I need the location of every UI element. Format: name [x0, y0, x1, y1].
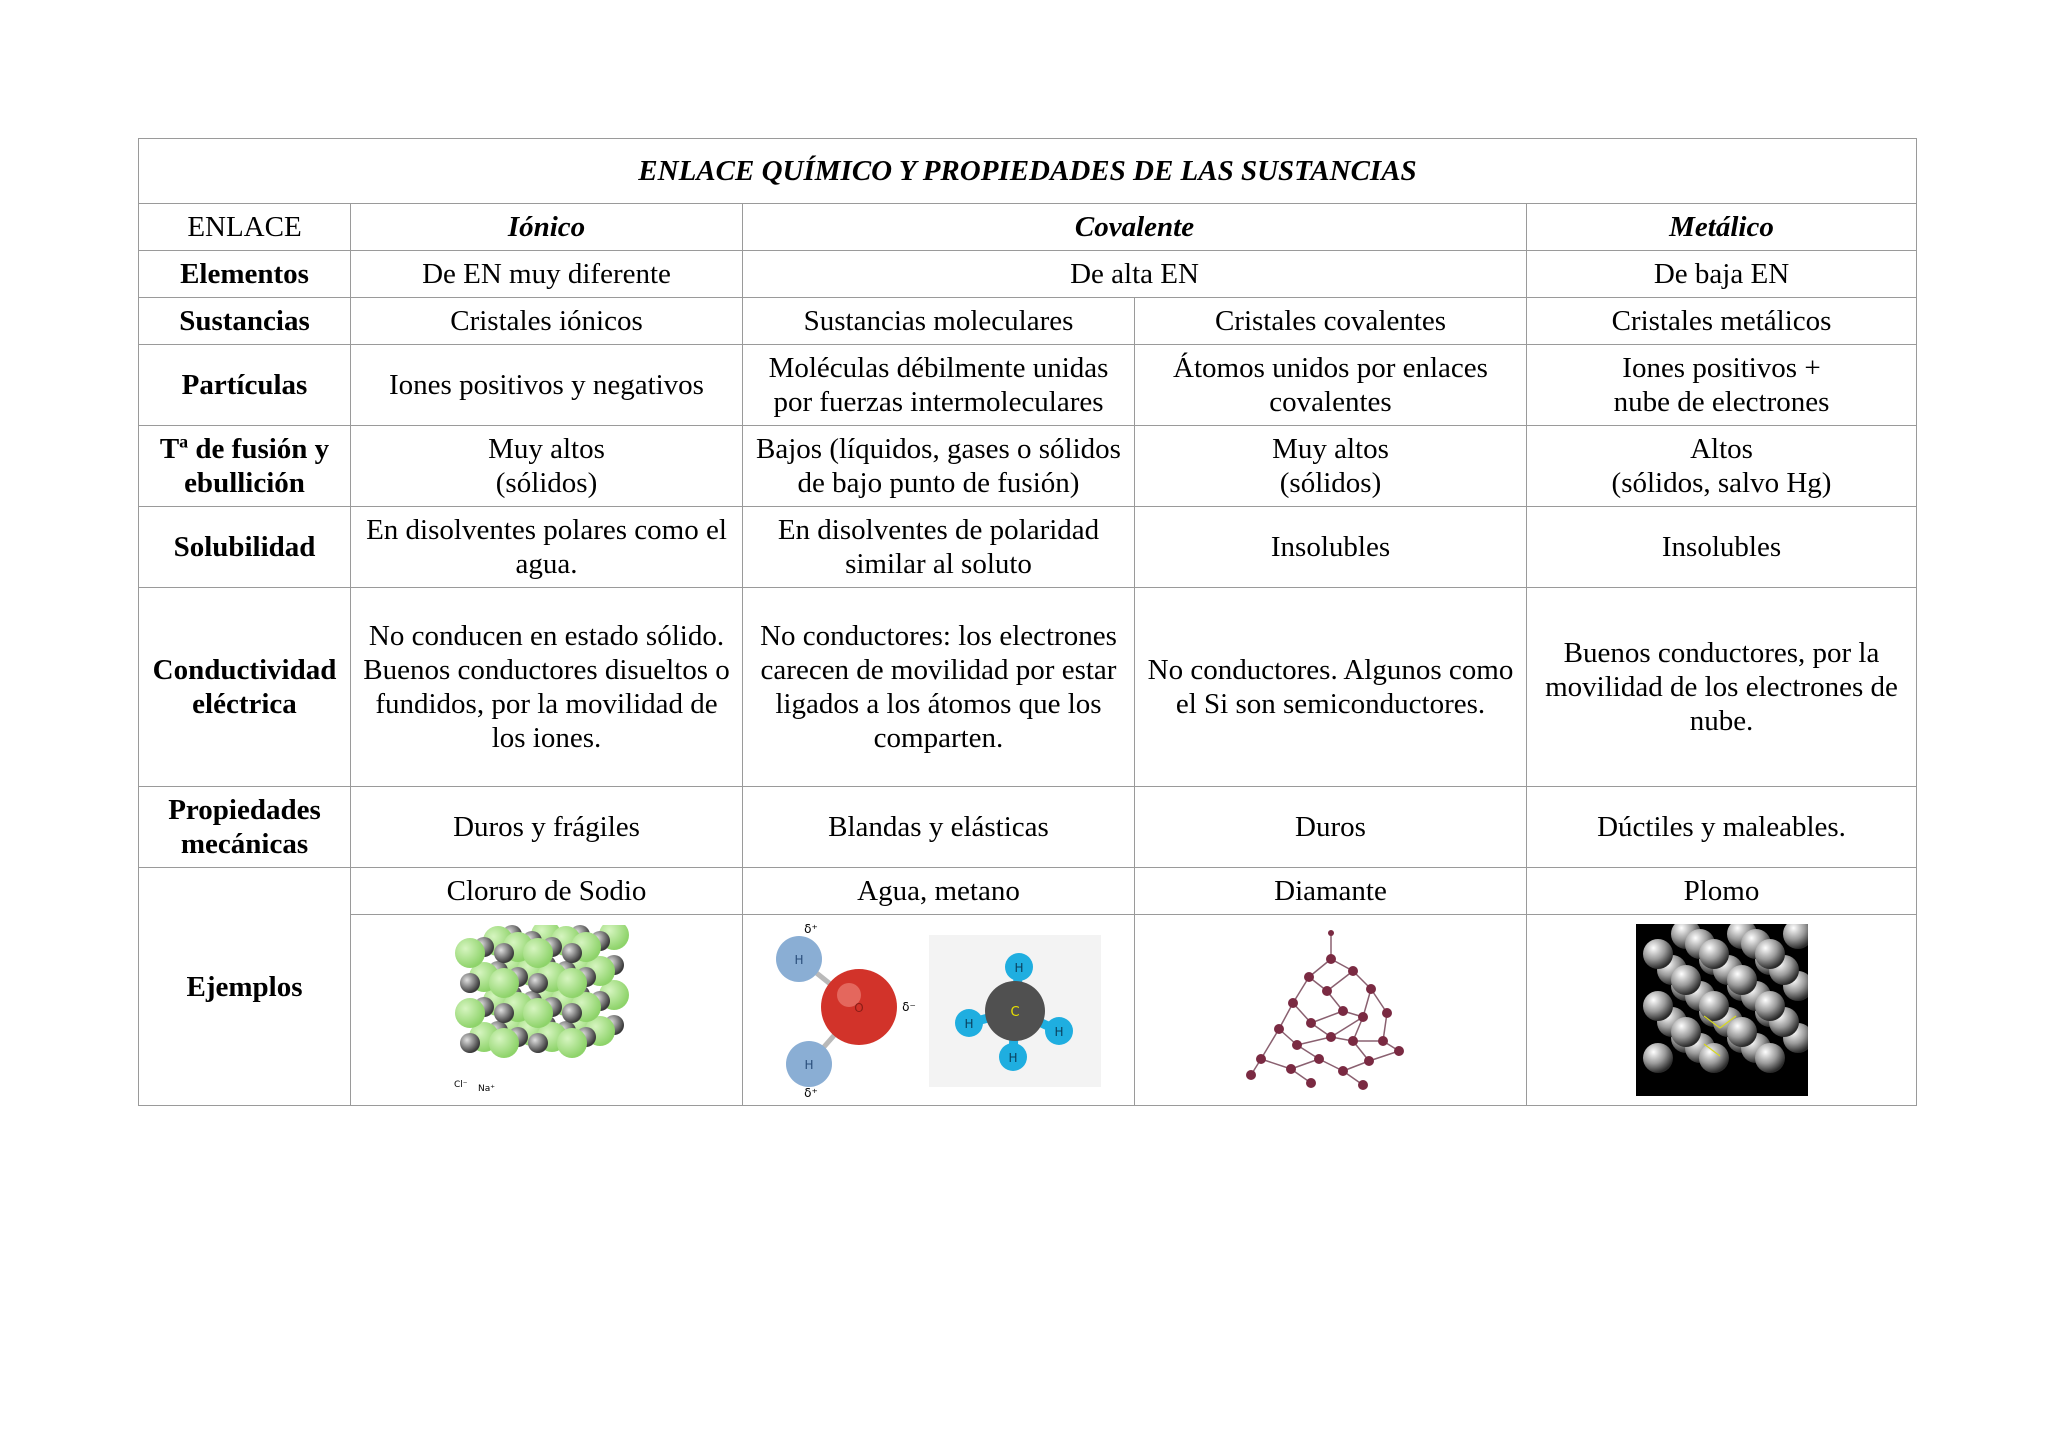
lead-atom: [1699, 1043, 1729, 1073]
cell-solubilidad-molecular: En disolventes de polaridad similar al soluto: [743, 507, 1135, 588]
carbon-atom: [1378, 1036, 1388, 1046]
cell-image-diamond: [1135, 915, 1527, 1106]
sodium-atom: [494, 1003, 514, 1023]
label-part: T: [159, 433, 180, 465]
carbon-atom: [1338, 1006, 1348, 1016]
lead-atom: [1643, 1043, 1673, 1073]
row-label-fusion: [139, 426, 351, 507]
cell-line: (sólidos): [1279, 467, 1382, 499]
diamond-bond: [1261, 1029, 1279, 1059]
lead-atom: [1671, 965, 1701, 995]
cell-particulas-metalico: [1527, 345, 1917, 426]
chlorine-atom: [455, 998, 485, 1028]
row-label-particulas: Partículas: [139, 345, 351, 426]
cell-mecanicas-cov-cristal: Duros: [1135, 787, 1527, 868]
row-label-solubilidad: Solubilidad: [139, 507, 351, 588]
methane-h-label: H: [1013, 961, 1024, 975]
cell-particulas-cov-cristal: [1135, 345, 1527, 426]
chlorine-atom: [489, 1028, 519, 1058]
cell-conductividad-molecular: No conductores: los electrones carecen de movilidad por estar ligados a los átomos que los comparten.: [743, 588, 1135, 787]
carbon-atom: [1358, 1080, 1368, 1090]
cell-line: por fuerzas intermoleculares: [773, 386, 1104, 418]
chlorine-atom: [489, 968, 519, 998]
cell-ejemplos-molecular: Agua, metano: [743, 868, 1135, 915]
carbon-atom: [1304, 972, 1314, 982]
carbon-atom: [1256, 1054, 1266, 1064]
cell-conductividad-metalico: Buenos conductores, por la movilidad de los electrones de nube.: [1527, 588, 1917, 787]
carbon-atom: [1394, 1046, 1404, 1056]
nacl-crystal-icon: [442, 925, 652, 1095]
cell-mecanicas-molecular: Blandas y elásticas: [743, 787, 1135, 868]
diamond-lattice-icon: [1231, 919, 1431, 1101]
water-h-label: H: [803, 1058, 814, 1072]
cell-mecanicas-ionico: Duros y frágiles: [351, 787, 743, 868]
cell-line: Átomos unidos por enlaces: [1173, 352, 1488, 384]
cell-line: Muy altos: [1272, 433, 1389, 465]
cell-line: (sólidos): [495, 467, 598, 499]
carbon-atom: [1286, 1064, 1296, 1074]
diamond-bond: [1297, 1037, 1331, 1045]
methane-c-label: C: [1009, 1005, 1020, 1020]
carbon-atom: [1306, 1018, 1316, 1028]
chlorine-atom: [557, 968, 587, 998]
header-covalente: Covalente: [743, 204, 1527, 251]
bond-properties-table: [138, 138, 1917, 1106]
cell-line: Bajos (líquidos, gases o sólidos: [756, 433, 1121, 465]
cell-line: Muy altos: [488, 433, 605, 465]
cell-sustancias-molecular: Sustancias moleculares: [743, 298, 1135, 345]
nacl-cl-label: Cl⁻: [453, 1080, 468, 1090]
carbon-atom: [1326, 1032, 1336, 1042]
carbon-atom: [1288, 998, 1298, 1008]
carbon-atom: [1338, 1066, 1348, 1076]
label-part: mecánicas: [180, 828, 309, 860]
lead-atom: [1699, 991, 1729, 1021]
cell-fusion-ionico: [351, 426, 743, 507]
diamond-bond: [1311, 1011, 1343, 1023]
lead-atom: [1755, 1043, 1785, 1073]
sodium-atom: [562, 943, 582, 963]
sodium-atom: [562, 1003, 582, 1023]
cell-image-nacl: [351, 915, 743, 1106]
sodium-atom: [528, 1033, 548, 1053]
cell-solubilidad-ionico: En disolventes polares como el agua.: [351, 507, 743, 588]
lead-metal-lattice-icon: [1636, 924, 1808, 1096]
water-delta-label: δ⁻: [901, 1000, 916, 1014]
water-molecule-icon: [749, 919, 1129, 1101]
label-part: Propiedades: [168, 794, 321, 826]
carbon-atom: [1306, 1078, 1316, 1088]
cell-particulas-molecular: [743, 345, 1135, 426]
carbon-atom: [1292, 1040, 1302, 1050]
cell-line: Moléculas débilmente unidas: [768, 352, 1109, 384]
cell-particulas-ionico: Iones positivos y negativos: [351, 345, 743, 426]
label-superscript: a: [179, 431, 189, 452]
carbon-atom: [1322, 986, 1332, 996]
cell-image-lead: [1527, 915, 1917, 1106]
cell-line: Iones positivos +: [1622, 352, 1821, 384]
carbon-atom: [1348, 1036, 1358, 1046]
cell-line: covalentes: [1269, 386, 1392, 418]
cell-mecanicas-metalico: Dúctiles y maleables.: [1527, 787, 1917, 868]
cell-elementos-ionico: De EN muy diferente: [351, 251, 743, 298]
row-label-conductividad: [139, 588, 351, 787]
cell-conductividad-cov-cristal: No conductores. Algunos como el Si son semiconductores.: [1135, 588, 1527, 787]
chlorine-atom: [523, 938, 553, 968]
lead-atom: [1643, 939, 1673, 969]
cell-line: (sólidos, salvo Hg): [1611, 467, 1832, 499]
carbon-atom: [1274, 1024, 1284, 1034]
lead-atom: [1671, 1017, 1701, 1047]
table-title: ENLACE QUÍMICO Y PROPIEDADES DE LAS SUSTANCIAS: [139, 139, 1917, 204]
cell-fusion-molecular: [743, 426, 1135, 507]
water-delta-label: δ⁺: [803, 1086, 818, 1100]
label-part: de fusión y: [188, 433, 330, 465]
label-part: eléctrica: [192, 688, 297, 720]
row-label-sustancias: Sustancias: [139, 298, 351, 345]
cell-conductividad-ionico: No conducen en estado sólido. Buenos conductores disueltos o fundidos, por la movilidad de los iones.: [351, 588, 743, 787]
cell-sustancias-metalico: Cristales metálicos: [1527, 298, 1917, 345]
water-delta-label: δ⁺: [803, 922, 818, 936]
carbon-atom: [1314, 1054, 1324, 1064]
sodium-atom: [528, 973, 548, 993]
methane-h-label: H: [963, 1017, 974, 1031]
chlorine-atom: [523, 998, 553, 1028]
chlorine-atom: [557, 1028, 587, 1058]
label-part: Conductividad: [152, 654, 337, 686]
carbon-atom: [1364, 1056, 1374, 1066]
lead-atom: [1643, 991, 1673, 1021]
methane-h-label: H: [1053, 1025, 1064, 1039]
sodium-atom: [494, 943, 514, 963]
header-ionico: Iónico: [351, 204, 743, 251]
header-metalico: Metálico: [1527, 204, 1917, 251]
cell-ejemplos-cov-cristal: Diamante: [1135, 868, 1527, 915]
cell-sustancias-cov-cristal: Cristales covalentes: [1135, 298, 1527, 345]
cell-fusion-cov-cristal: [1135, 426, 1527, 507]
cell-ejemplos-metalico: Plomo: [1527, 868, 1917, 915]
cell-solubilidad-metalico: Insolubles: [1527, 507, 1917, 588]
carbon-atom: [1348, 966, 1358, 976]
water-o-label: O: [853, 1001, 864, 1015]
carbon-atom: [1246, 1070, 1256, 1080]
carbon-atom: [1366, 984, 1376, 994]
lead-atom: [1727, 1017, 1757, 1047]
cell-fusion-metalico: [1527, 426, 1917, 507]
carbon-atom: [1326, 954, 1336, 964]
cell-solubilidad-cov-cristal: Insolubles: [1135, 507, 1527, 588]
sodium-atom: [460, 1033, 480, 1053]
nacl-na-label: Na⁺: [477, 1084, 495, 1094]
methane-h-label: H: [1007, 1051, 1018, 1065]
row-label-ejemplos: Ejemplos: [139, 868, 351, 1106]
row-label-mecanicas: [139, 787, 351, 868]
cell-line: nube de electrones: [1613, 386, 1830, 418]
sodium-atom: [460, 973, 480, 993]
cell-elementos-metalico: De baja EN: [1527, 251, 1917, 298]
carbon-atom: [1382, 1008, 1392, 1018]
label-part: ebullición: [184, 467, 305, 499]
cell-image-water-methane: [743, 915, 1135, 1106]
lead-atom: [1727, 965, 1757, 995]
cell-elementos-covalente: De alta EN: [743, 251, 1527, 298]
lead-atom: [1755, 939, 1785, 969]
cell-sustancias-ionico: Cristales iónicos: [351, 298, 743, 345]
cell-line: Altos: [1690, 433, 1753, 465]
row-label-elementos: Elementos: [139, 251, 351, 298]
row-label-enlace: ENLACE: [139, 204, 351, 251]
water-h-label: H: [793, 953, 804, 967]
cell-line: de bajo punto de fusión): [797, 467, 1080, 499]
carbon-atom: [1328, 930, 1334, 936]
cell-ejemplos-ionico: Cloruro de Sodio: [351, 868, 743, 915]
lead-atom: [1755, 991, 1785, 1021]
lead-atom: [1699, 939, 1729, 969]
carbon-atom: [1358, 1012, 1368, 1022]
chlorine-atom: [455, 938, 485, 968]
